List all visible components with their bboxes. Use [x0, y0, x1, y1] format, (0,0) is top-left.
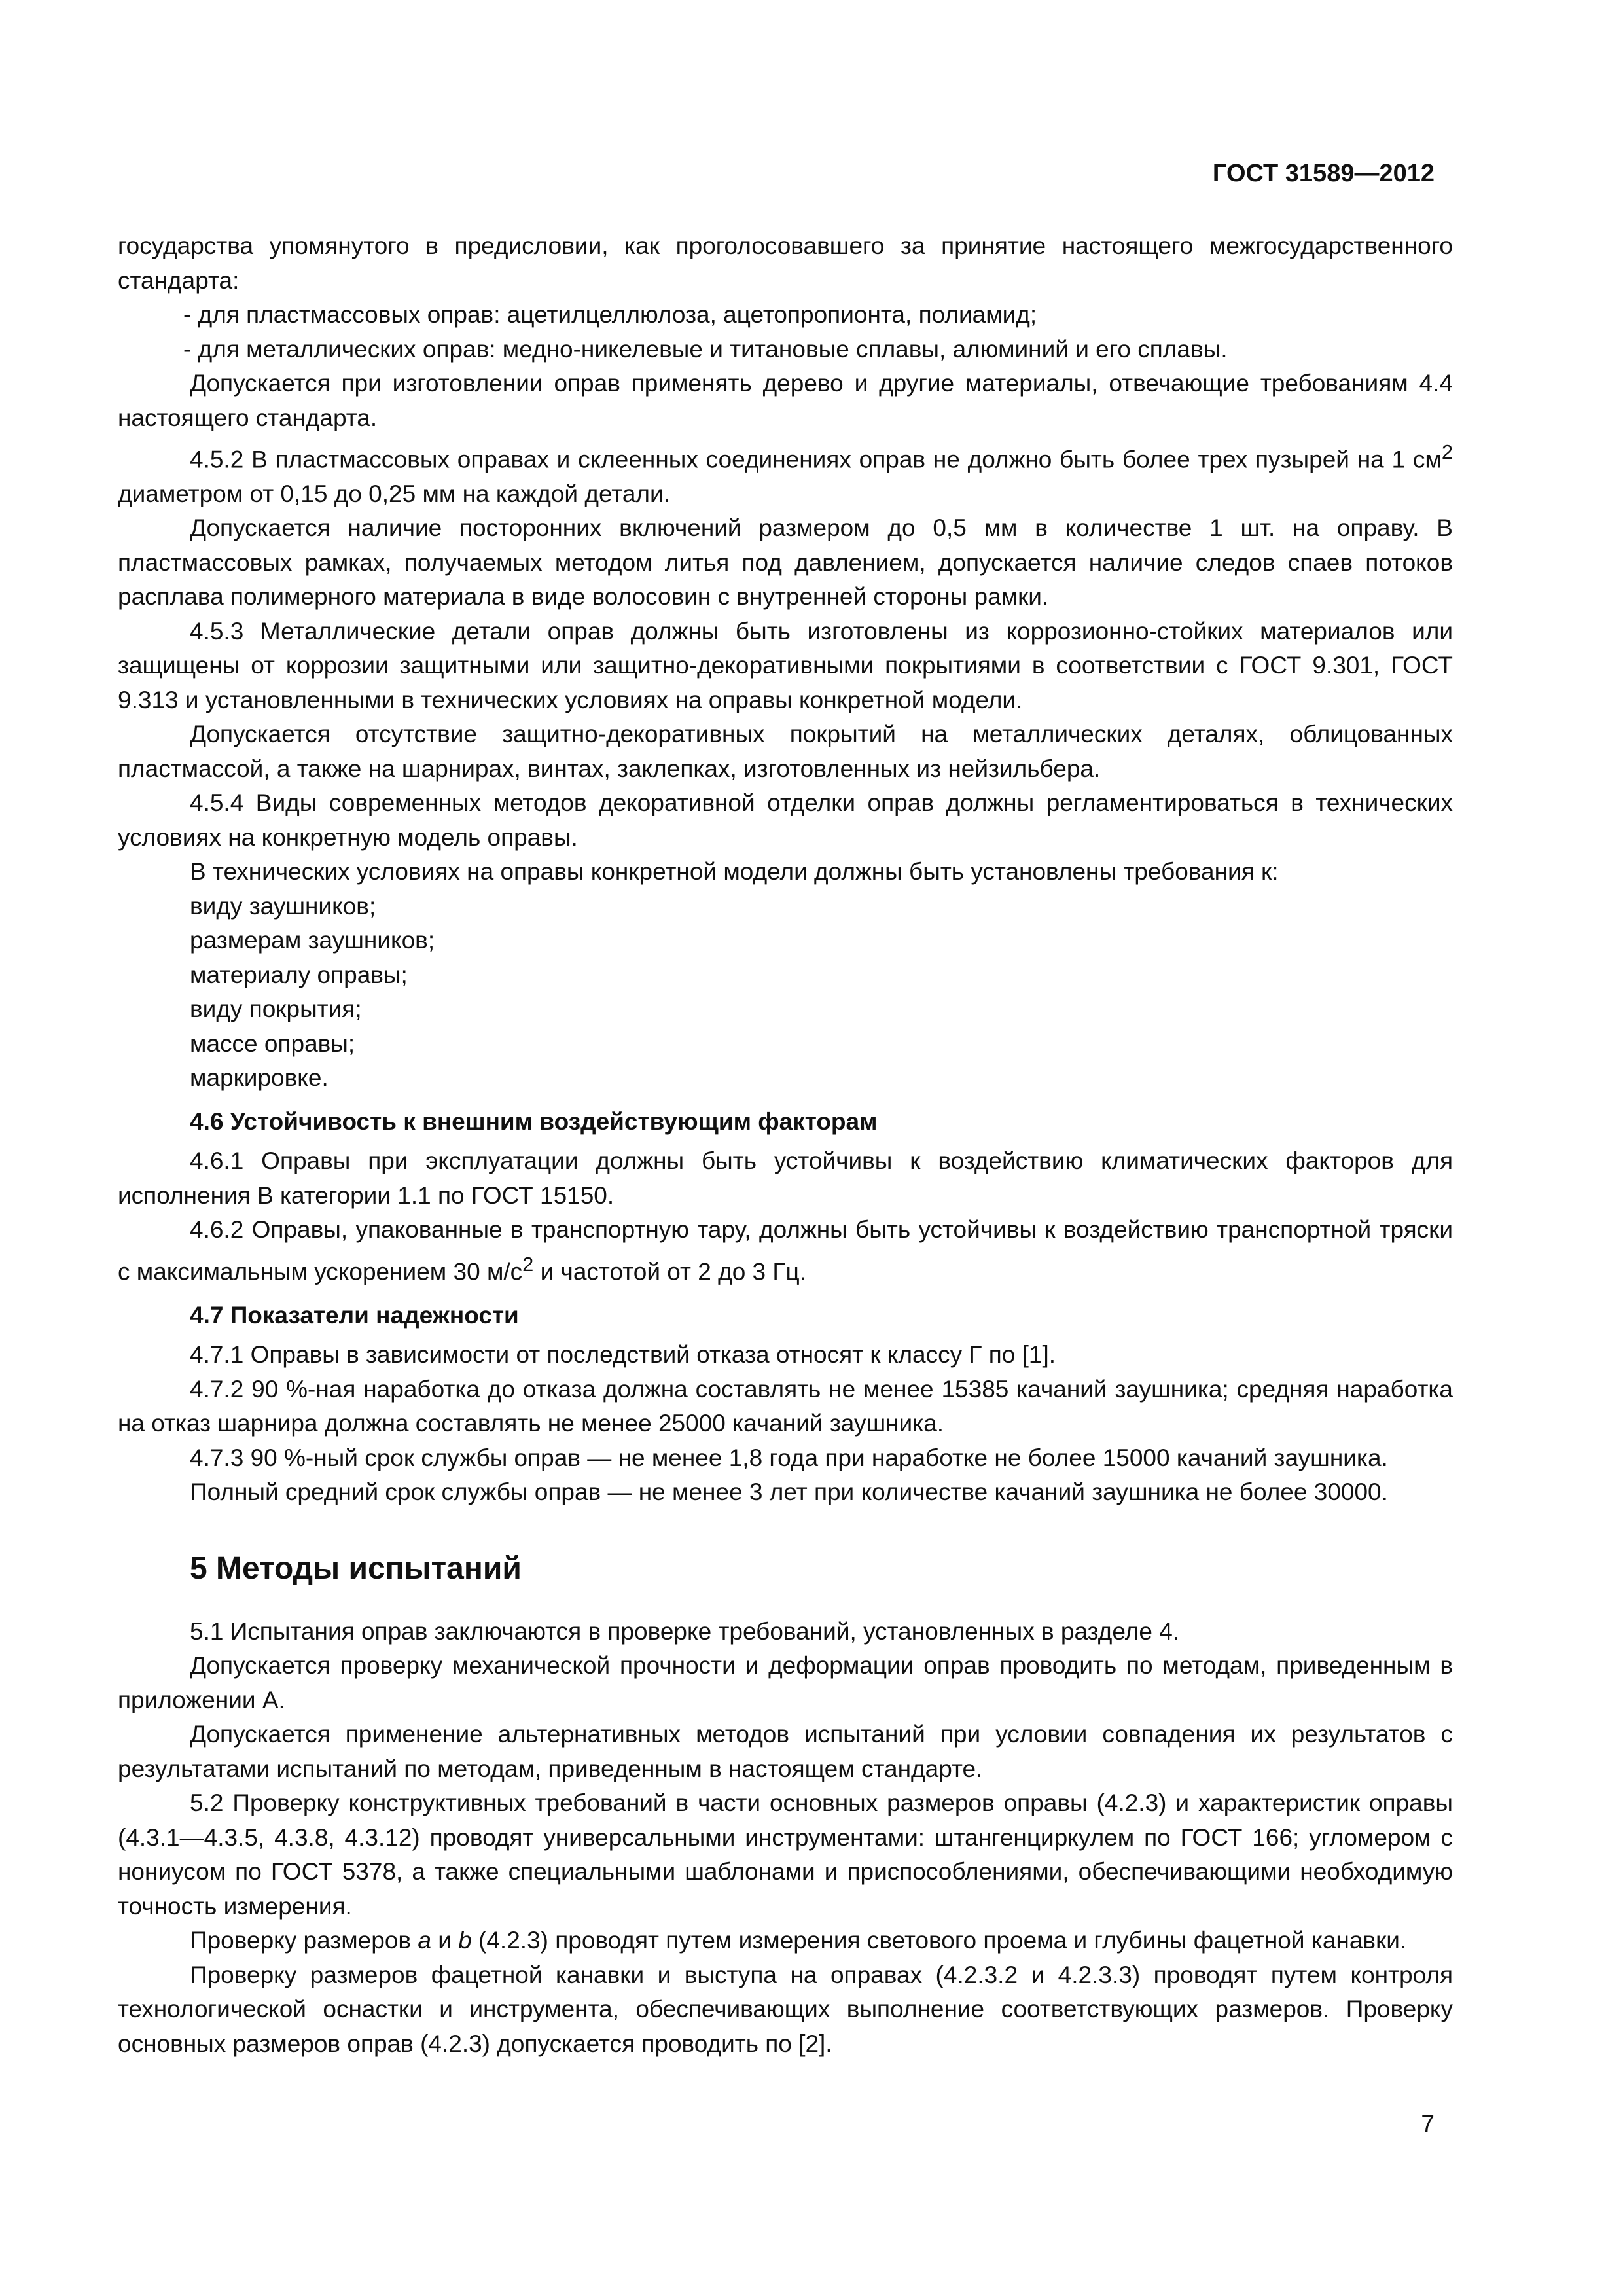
paragraph: Допускается отсутствие защитно-декоративных покрытий на металлических деталях, облицованных пластмассой, а также на шарнирах, винтах, заклепках, изготовленных из нейзильбера. [118, 721, 1453, 782]
document-code-header: ГОСТ 31589—2012 [1212, 160, 1435, 187]
requirement-list-item: массе оправы; [190, 1030, 355, 1057]
section-heading-5: 5 Методы испытаний [190, 1551, 522, 1586]
clause-4-5-2: 4.5.2 В пластмассовых оправах и склеенных соединениях оправ не должно быть более трех пузырей на 1 $см^2$ диаметром от 0,15 до 0,25 мм на каждой детали. [118, 440, 1453, 507]
paragraph: Проверку размеров фацетной канавки и выступа на оправах (4.2.3.2 и 4.2.3.3) проводят путем контроля технологической оснастки и инструмента, обеспечивающих выполнение соответствующих размеров. Проверку основных размеров оправ (4.2.3) допускается проводить по [2]. [118, 1961, 1453, 2057]
paragraph: Проверку размеров a и b (4.2.3) проводят путем измерения светового проема и глубины фацетной канавки. [190, 1927, 1407, 1954]
clause-4-7-2: 4.7.2 90 %-ная наработка до отказа должна составлять не менее 15385 качаний заушника; средняя наработка на отказ шарнира должна составлять не менее 25000 качаний заушника. [118, 1375, 1453, 1437]
subsection-heading-4-6: 4.6 Устойчивость к внешним воздействующим факторам [190, 1107, 878, 1135]
page-number: 7 [1421, 2110, 1435, 2137]
page-content [118, 229, 1453, 2061]
requirement-list-item: материалу оправы; [190, 961, 408, 988]
requirement-list-item: размерам заушников; [190, 927, 435, 954]
paragraph: Полный средний срок службы оправ — не менее 3 лет при количестве качаний заушника не более 30000. [190, 1479, 1388, 1506]
clause-4-7-1: 4.7.1 Оправы в зависимости от последствий отказа относят к классу Г по [1]. [190, 1341, 1056, 1369]
paragraph: В технических условиях на оправы конкретной модели должны быть установлены требования к: [190, 858, 1279, 886]
paragraph: Допускается проверку механической прочности и деформации оправ проводить по методам, приведенным в приложении А. [118, 1652, 1453, 1713]
paragraph: Допускается наличие посторонних включений размером до 0,5 мм в количестве 1 шт. на оправу. В пластмассовых рамках, получаемых методом литья под давлением, допускается наличие следов спаев потоков расплава полимерного материала в виде волосовин с внутренней стороны рамки. [118, 514, 1453, 611]
dash-list-item: - для пластмассовых оправ: ацетилцеллюлоза, ацетопропионта, полиамид; [183, 301, 1037, 328]
dash-list-item: - для металлических оправ: медно-никелевые и титановые сплавы, алюминий и его сплавы. [183, 335, 1228, 363]
paragraph: Допускается применение альтернативных методов испытаний при условии совпадения их результатов с результатами испытаний по методам, приведенным в настоящем стандарте. [118, 1721, 1453, 1782]
requirement-list-item: виду покрытия; [190, 996, 362, 1023]
clause-5-2: 5.2 Проверку конструктивных требований в части основных размеров оправы (4.2.3) и характеристик оправы (4.3.1—4.3.5, 4.3.8, 4.3.12) проводят универсальными инструментами: штангенциркулем по ГОСТ 166; угломером с нониусом по ГОСТ 5378, а также специальными шаблонами и приспособлениями, обеспечивающими необходимую точность измерения. [118, 1789, 1453, 1920]
subsection-heading-4-7: 4.7 Показатели надежности [190, 1301, 519, 1329]
requirement-list-item: маркировке. [190, 1064, 329, 1092]
paragraph: государства упомянутого в предисловии, как проголосовавшего за принятие настоящего межгосударственного стандарта: [118, 232, 1453, 294]
paragraph: Допускается при изготовлении оправ применять дерево и другие материалы, отвечающие требованиям 4.4 настоящего стандарта. [118, 370, 1453, 431]
clause-5-1: 5.1 Испытания оправ заключаются в проверке требований, установленных в разделе 4. [190, 1617, 1180, 1645]
requirement-list-item: виду заушников; [190, 892, 376, 920]
clause-4-6-2: 4.6.2 Оправы, упакованные в транспортную тару, должны быть устойчивы к воздействию транспортной тряски с максимальным ускорением 30 $м/с^2$ и частотой от 2 до 3 Гц. [118, 1216, 1453, 1285]
clause-4-5-3: 4.5.3 Металлические детали оправ должны быть изготовлены из коррозионно-стойких материалов или защищены от коррозии защитными или защитно-декоративными покрытиями в соответствии с ГОСТ 9.301, ГОСТ 9.313 и установленными в технических условиях на оправы конкретной модели. [118, 617, 1453, 713]
clause-4-5-4: 4.5.4 Виды современных методов декоративной отделки оправ должны регламентироваться в технических условиях на конкретную модель оправы. [118, 789, 1453, 851]
clause-4-6-1: 4.6.1 Оправы при эксплуатации должны быть устойчивы к воздействию климатических факторов для исполнения В категории 1.1 по ГОСТ 15150. [118, 1147, 1453, 1209]
clause-4-7-3: 4.7.3 90 %-ный срок службы оправ — не менее 1,8 года при наработке не более 15000 качаний заушника. [190, 1444, 1388, 1471]
